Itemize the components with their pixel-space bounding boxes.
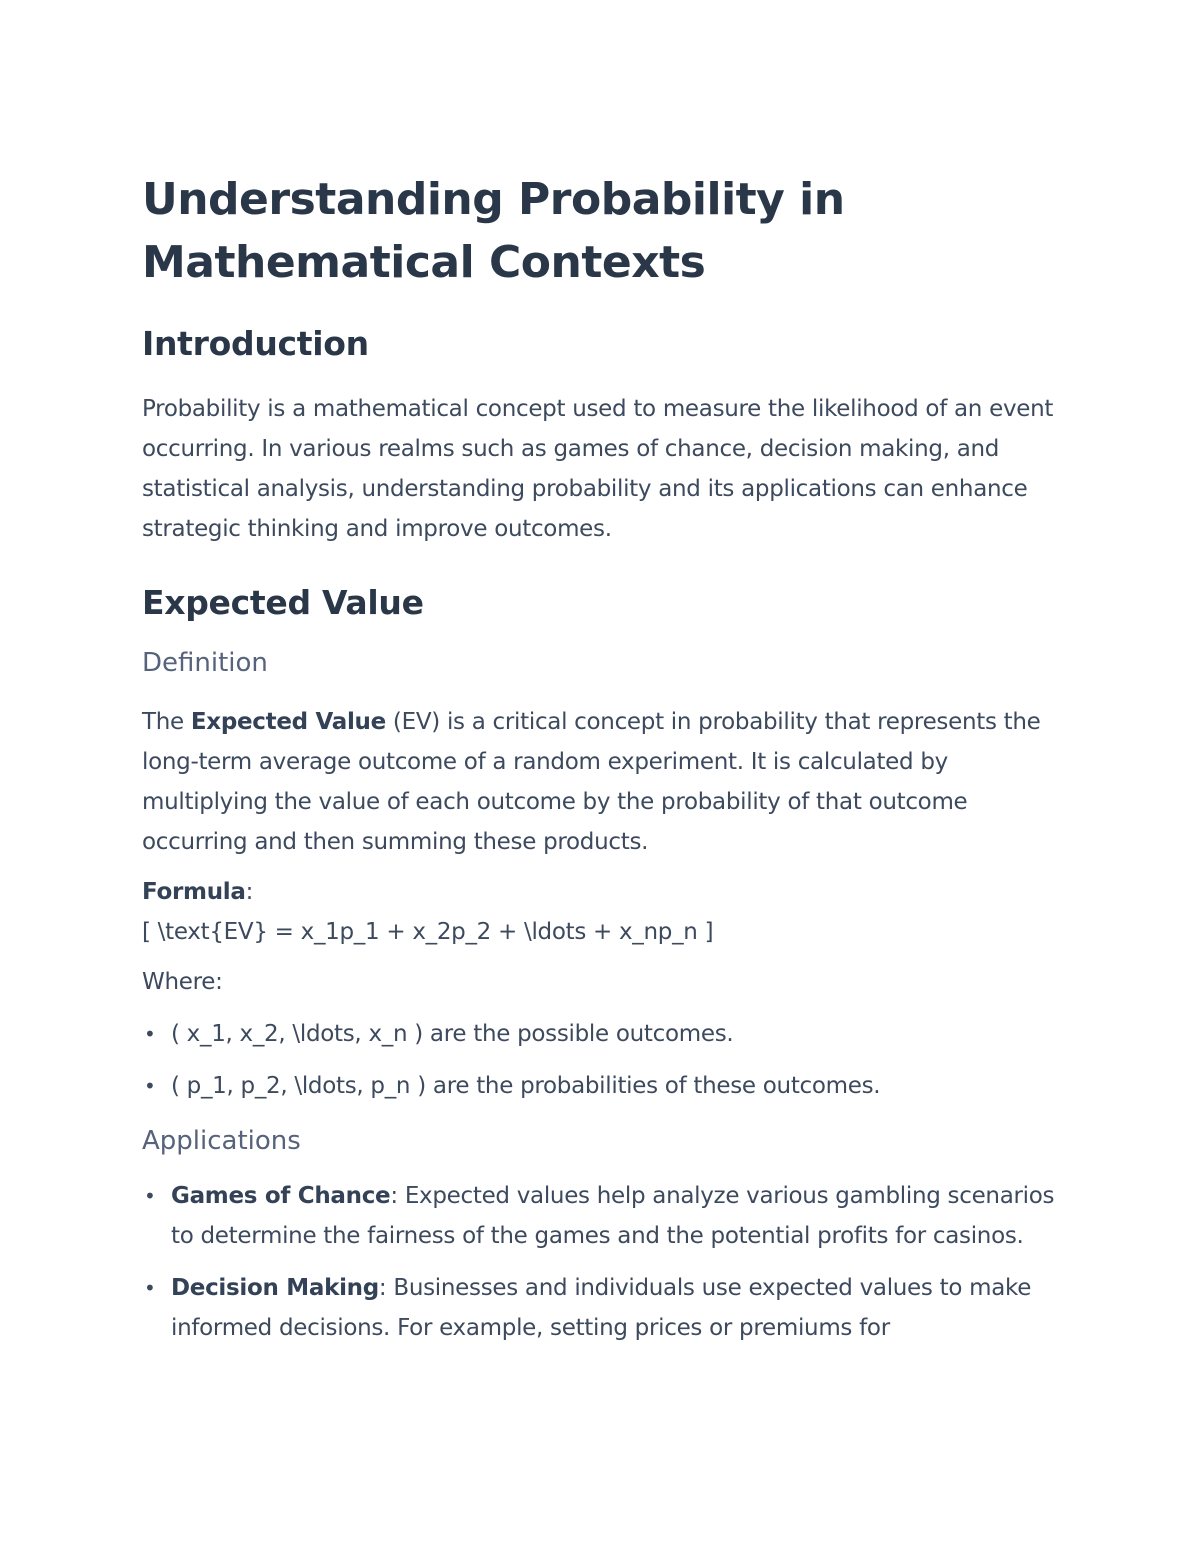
list-item-text: ( x_1, x_2, \ldots, x_n ) are the possible outcomes. [171,1021,734,1047]
where-list [142,1014,1072,1106]
document-page [142,168,1072,1348]
formula-colon: : [245,879,254,905]
bullet-icon: • [144,1184,156,1208]
formula-text: [ \text{EV} = x_1p_1 + x_2p_2 + \ldots + x_np_n ] [142,919,714,945]
definition-heading: Definition [142,648,268,678]
definition-text: (EV) is a critical concept in probability that represents the long-term average outcome of a random experiment. It is calculated by multiplying the value of each outcome by the probability of that outcome occurring and then summing these products. [142,709,1041,855]
list-item-text: : Expected values help analyze various gambling scenarios to determine the fairness of the games and the potential profits for casinos. [171,1183,1055,1249]
applications-list [142,1176,1072,1348]
formula-block [142,872,1072,952]
definition-prefix: The [142,709,191,735]
list-item-term: Games of Chance [171,1183,391,1209]
bullet-icon: • [144,1074,156,1098]
list-item-text: : Businesses and individuals use expected values to make informed decisions. For example, setting prices or premiums for [171,1275,1032,1341]
list-item [142,1176,1072,1256]
definition-paragraph [142,702,1072,862]
where-label: Where: [142,969,223,995]
definition-term: Expected Value [190,709,386,735]
introduction-paragraph: Probability is a mathematical concept used to measure the likelihood of an event occurring. In various realms such as games of chance, decision making, and statistical analysis, understanding probability and its applications can enhance strategic thinking and improve outcomes. [142,396,1054,542]
list-item [142,1066,1072,1106]
applications-heading: Applications [142,1126,301,1156]
introduction-heading: Introduction [142,324,369,363]
bullet-icon: • [144,1022,156,1046]
list-item [142,1268,1072,1348]
page-title: Understanding Probability in Mathematical Contexts [142,174,845,288]
formula-label: Formula [142,879,246,905]
expected-value-heading: Expected Value [142,583,424,622]
list-item-term: Decision Making [171,1275,379,1301]
bullet-icon: • [144,1276,156,1300]
list-item [142,1014,1072,1054]
list-item-text: ( p_1, p_2, \ldots, p_n ) are the probabilities of these outcomes. [171,1073,881,1099]
